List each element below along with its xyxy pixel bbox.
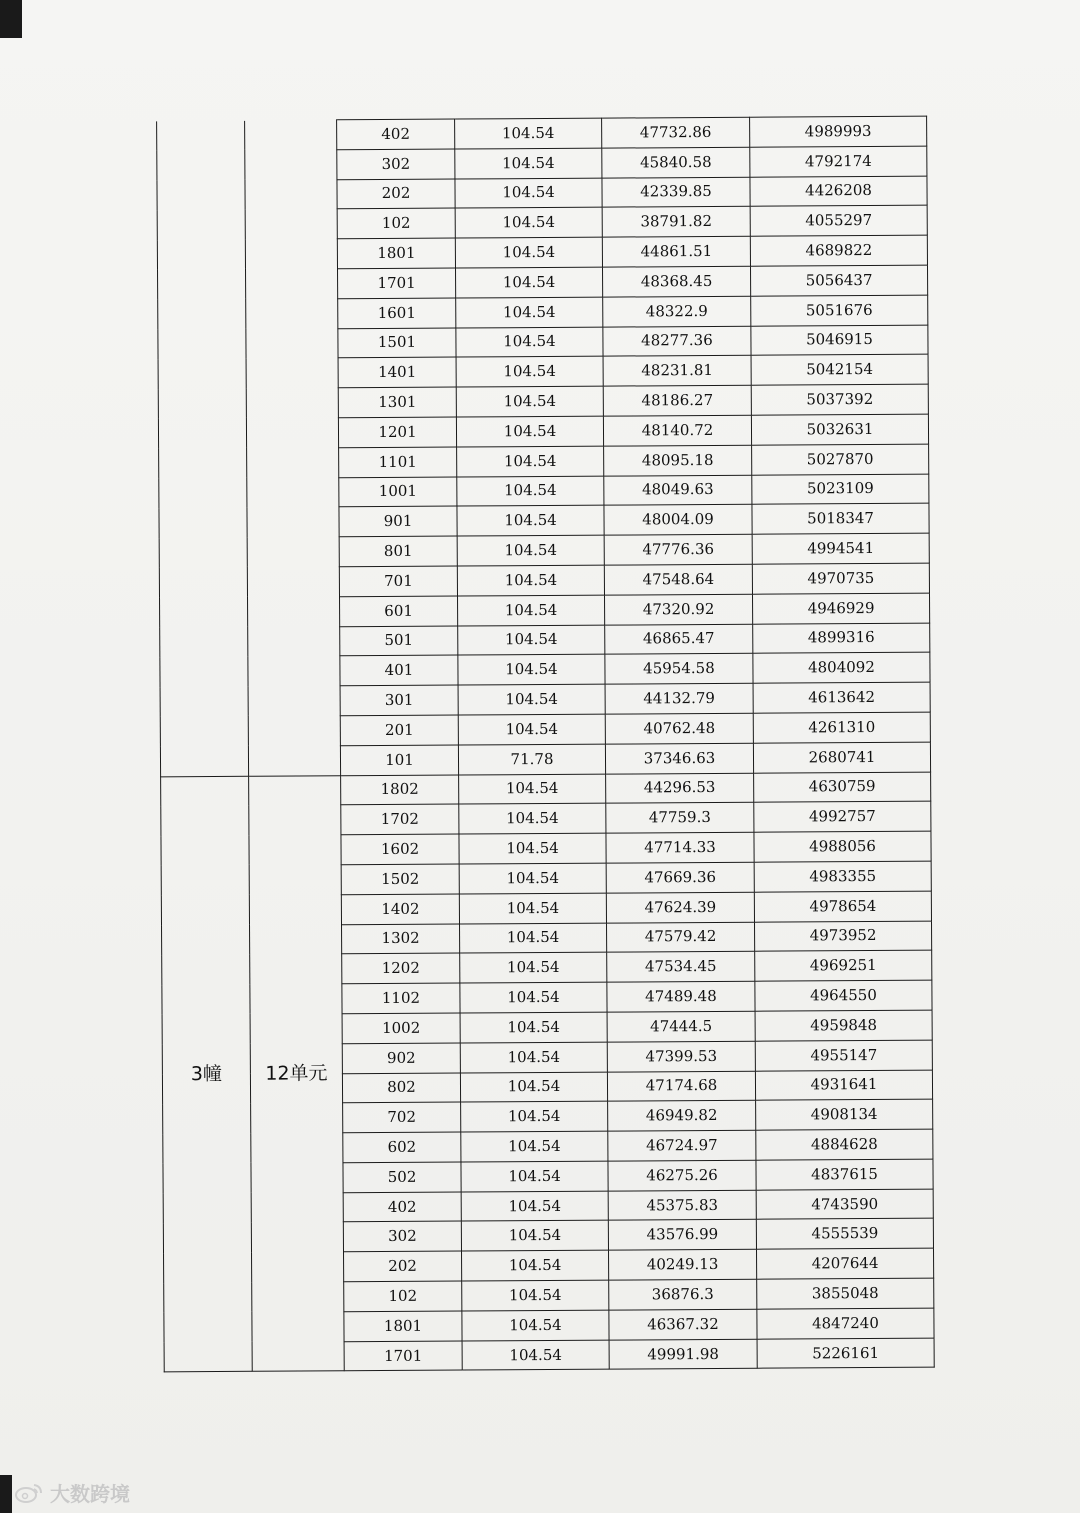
unit-price-cell: 48004.09: [604, 505, 752, 536]
total-price-cell: 4988056: [754, 831, 931, 862]
weibo-logo-icon: [14, 1482, 44, 1504]
room-cell: 1002: [342, 1013, 460, 1044]
table-row: [157, 116, 927, 150]
total-price-cell: 4973952: [754, 921, 931, 952]
total-price-cell: 4959848: [755, 1010, 932, 1041]
unit-price-cell: 47534.45: [607, 952, 755, 983]
area-cell: 104.54: [462, 1340, 609, 1371]
area-cell: 104.54: [459, 774, 606, 805]
room-cell: 1202: [342, 953, 460, 984]
room-cell: 1701: [338, 268, 456, 299]
room-cell: 202: [344, 1251, 462, 1282]
area-cell: 104.54: [461, 1161, 608, 1192]
room-cell: 801: [339, 536, 457, 567]
unit-price-cell: 47174.68: [607, 1071, 755, 1102]
unit-price-cell: 48322.9: [603, 296, 751, 327]
watermark-text: 大数跨境: [50, 1482, 130, 1506]
unit-cell: [245, 120, 341, 776]
total-price-cell: 4931641: [755, 1070, 932, 1101]
room-cell: 602: [343, 1132, 461, 1163]
area-cell: 104.54: [455, 148, 602, 179]
total-price-cell: 4207644: [757, 1248, 934, 1279]
unit-price-cell: 45954.58: [605, 654, 753, 685]
area-cell: 104.54: [458, 714, 605, 745]
unit-price-cell: 47732.86: [602, 117, 750, 148]
unit-price-cell: 48095.18: [604, 445, 752, 476]
total-price-cell: 4946929: [752, 593, 929, 624]
total-price-cell: 5027870: [752, 444, 929, 475]
room-cell: 1801: [344, 1311, 462, 1342]
total-price-cell: 4804092: [753, 652, 930, 683]
total-price-cell: 4261310: [753, 712, 930, 743]
unit-price-cell: 44296.53: [606, 773, 754, 804]
unit-price-cell: 45375.83: [608, 1190, 756, 1221]
room-cell: 202: [337, 179, 455, 210]
unit-price-cell: 42339.85: [602, 177, 750, 208]
room-cell: 901: [339, 506, 457, 537]
unit-price-cell: 47624.39: [606, 892, 754, 923]
unit-price-cell: 47669.36: [606, 862, 754, 893]
area-cell: 104.54: [457, 446, 604, 477]
room-cell: 702: [343, 1102, 461, 1133]
total-price-cell: 4884628: [756, 1129, 933, 1160]
total-price-cell: 4555539: [756, 1219, 933, 1250]
area-cell: 104.54: [456, 327, 603, 358]
room-cell: 1101: [339, 447, 457, 478]
total-price-cell: 4837615: [756, 1159, 933, 1190]
area-cell: 104.54: [457, 476, 604, 507]
room-cell: 502: [343, 1162, 461, 1193]
building-cell: [157, 120, 249, 776]
total-price-cell: 4899316: [753, 623, 930, 654]
area-cell: 104.54: [457, 505, 604, 536]
room-cell: 902: [342, 1043, 460, 1074]
total-price-cell: 5023109: [752, 474, 929, 505]
unit-price-cell: 48231.81: [603, 356, 751, 387]
unit-price-cell: 47444.5: [607, 1011, 755, 1042]
unit-price-cell: 38791.82: [602, 207, 750, 238]
unit-price-cell: 40762.48: [605, 713, 753, 744]
watermark: [14, 1478, 130, 1507]
room-cell: 401: [340, 655, 458, 686]
room-cell: 1502: [341, 864, 459, 895]
area-cell: 104.54: [462, 1250, 609, 1281]
area-cell: 104.54: [458, 654, 605, 685]
area-cell: 104.54: [455, 178, 602, 209]
unit-price-cell: 47399.53: [607, 1041, 755, 1072]
total-price-cell: 4994541: [752, 533, 929, 564]
unit-price-cell: 36876.3: [609, 1279, 757, 1310]
total-price-cell: 2680741: [753, 742, 930, 773]
room-cell: 1701: [344, 1341, 462, 1372]
room-cell: 402: [337, 119, 455, 150]
total-price-cell: 4964550: [755, 980, 932, 1011]
area-cell: 71.78: [458, 744, 605, 775]
total-price-cell: 5051676: [751, 295, 928, 326]
total-price-cell: 4426208: [750, 176, 927, 207]
room-cell: 201: [340, 715, 458, 746]
unit-price-cell: 47320.92: [604, 594, 752, 625]
total-price-cell: 4955147: [755, 1040, 932, 1071]
room-cell: 1801: [337, 238, 455, 269]
room-cell: 1402: [341, 894, 459, 925]
total-price-cell: 3855048: [757, 1278, 934, 1309]
unit-price-cell: 46724.97: [608, 1130, 756, 1161]
unit-price-cell: 43576.99: [608, 1220, 756, 1251]
unit-price-cell: 45840.58: [602, 147, 750, 178]
total-price-cell: 4792174: [750, 146, 927, 177]
total-price-cell: 4983355: [754, 861, 931, 892]
room-cell: 802: [342, 1073, 460, 1104]
total-price-cell: 5056437: [750, 265, 927, 296]
room-cell: 1601: [338, 298, 456, 329]
area-cell: 104.54: [460, 1042, 607, 1073]
price-table-container: [156, 116, 934, 1403]
unit-price-cell: 47759.3: [606, 803, 754, 834]
unit-price-cell: 47714.33: [606, 832, 754, 863]
unit-price-cell: 48277.36: [603, 326, 751, 357]
area-cell: 104.54: [458, 684, 605, 715]
area-cell: 104.54: [460, 923, 607, 954]
area-cell: 104.54: [456, 386, 603, 417]
area-cell: 104.54: [456, 416, 603, 447]
room-cell: 1802: [341, 775, 459, 806]
area-cell: 104.54: [461, 1221, 608, 1252]
table-row: [161, 772, 931, 806]
room-cell: 302: [337, 149, 455, 180]
room-cell: 1001: [339, 477, 457, 508]
unit-price-cell: 37346.63: [605, 743, 753, 774]
room-cell: 1602: [341, 834, 459, 865]
area-cell: 104.54: [459, 803, 606, 834]
area-cell: 104.54: [455, 118, 602, 149]
room-cell: 101: [340, 745, 458, 776]
total-price-cell: 5018347: [752, 504, 929, 535]
scan-edge-mark: [0, 1475, 12, 1513]
total-price-cell: 4989993: [750, 116, 927, 147]
total-price-cell: 5046915: [751, 325, 928, 356]
area-cell: 104.54: [458, 595, 605, 626]
total-price-cell: 5032631: [751, 414, 928, 445]
room-cell: 501: [340, 626, 458, 657]
area-cell: 104.54: [455, 208, 602, 239]
area-cell: 104.54: [461, 1131, 608, 1162]
unit-price-cell: 47776.36: [604, 534, 752, 565]
area-cell: 104.54: [455, 237, 602, 268]
unit-price-cell: 47579.42: [607, 922, 755, 953]
room-cell: 1702: [341, 804, 459, 835]
room-cell: 402: [343, 1192, 461, 1223]
area-cell: 104.54: [457, 535, 604, 566]
area-cell: 104.54: [459, 833, 606, 864]
unit-price-cell: 47489.48: [607, 981, 755, 1012]
total-price-cell: 4613642: [753, 682, 930, 713]
room-cell: 1401: [338, 357, 456, 388]
area-cell: 104.54: [458, 625, 605, 656]
room-cell: 701: [339, 566, 457, 597]
room-cell: 1301: [338, 387, 456, 418]
total-price-cell: 4847240: [757, 1308, 934, 1339]
area-cell: 104.54: [460, 952, 607, 983]
room-cell: 102: [344, 1281, 462, 1312]
unit-price-cell: 44861.51: [602, 236, 750, 267]
area-cell: 104.54: [456, 297, 603, 328]
room-cell: 1201: [338, 417, 456, 448]
total-price-cell: 4630759: [754, 772, 931, 803]
room-cell: 601: [340, 596, 458, 627]
unit-price-table: [156, 116, 935, 1373]
total-price-cell: 4992757: [754, 801, 931, 832]
unit-price-cell: 48049.63: [604, 475, 752, 506]
unit-price-cell: 46949.82: [608, 1101, 756, 1132]
unit-price-cell: 46275.26: [608, 1160, 756, 1191]
unit-price-cell: 44132.79: [605, 683, 753, 714]
total-price-cell: 4978654: [754, 891, 931, 922]
unit-price-cell: 47548.64: [604, 564, 752, 595]
unit-price-cell: 40249.13: [609, 1249, 757, 1280]
unit-price-cell: 49991.98: [609, 1339, 757, 1370]
scan-edge-mark: [0, 0, 22, 38]
total-price-cell: 4055297: [750, 206, 927, 237]
total-price-cell: 4969251: [755, 950, 932, 981]
unit-price-cell: 48140.72: [603, 415, 751, 446]
unit-price-cell: 46367.32: [609, 1309, 757, 1340]
total-price-cell: 5226161: [757, 1338, 934, 1369]
total-price-cell: 4743590: [756, 1189, 933, 1220]
room-cell: 1302: [342, 924, 460, 955]
unit-price-cell: 48186.27: [603, 385, 751, 416]
area-cell: 104.54: [461, 1191, 608, 1222]
area-cell: 104.54: [460, 1072, 607, 1103]
area-cell: 104.54: [459, 863, 606, 894]
total-price-cell: 4970735: [752, 563, 929, 594]
room-cell: 1102: [342, 983, 460, 1014]
room-cell: 102: [337, 208, 455, 239]
area-cell: 104.54: [461, 1101, 608, 1132]
area-cell: 104.54: [456, 357, 603, 388]
area-cell: 104.54: [462, 1310, 609, 1341]
room-cell: 302: [343, 1222, 461, 1253]
area-cell: 104.54: [460, 1012, 607, 1043]
area-cell: 104.54: [459, 893, 606, 924]
room-cell: 301: [340, 685, 458, 716]
unit-cell: 12单元: [249, 775, 345, 1371]
area-cell: 104.54: [457, 565, 604, 596]
room-cell: 1501: [338, 328, 456, 359]
unit-price-cell: 48368.45: [602, 266, 750, 297]
area-cell: 104.54: [455, 267, 602, 298]
building-cell: 3幢: [161, 776, 253, 1372]
total-price-cell: 4689822: [750, 235, 927, 266]
total-price-cell: 4908134: [756, 1099, 933, 1130]
area-cell: 104.54: [460, 982, 607, 1013]
area-cell: 104.54: [462, 1280, 609, 1311]
total-price-cell: 5037392: [751, 384, 928, 415]
unit-price-cell: 46865.47: [605, 624, 753, 655]
total-price-cell: 5042154: [751, 355, 928, 386]
